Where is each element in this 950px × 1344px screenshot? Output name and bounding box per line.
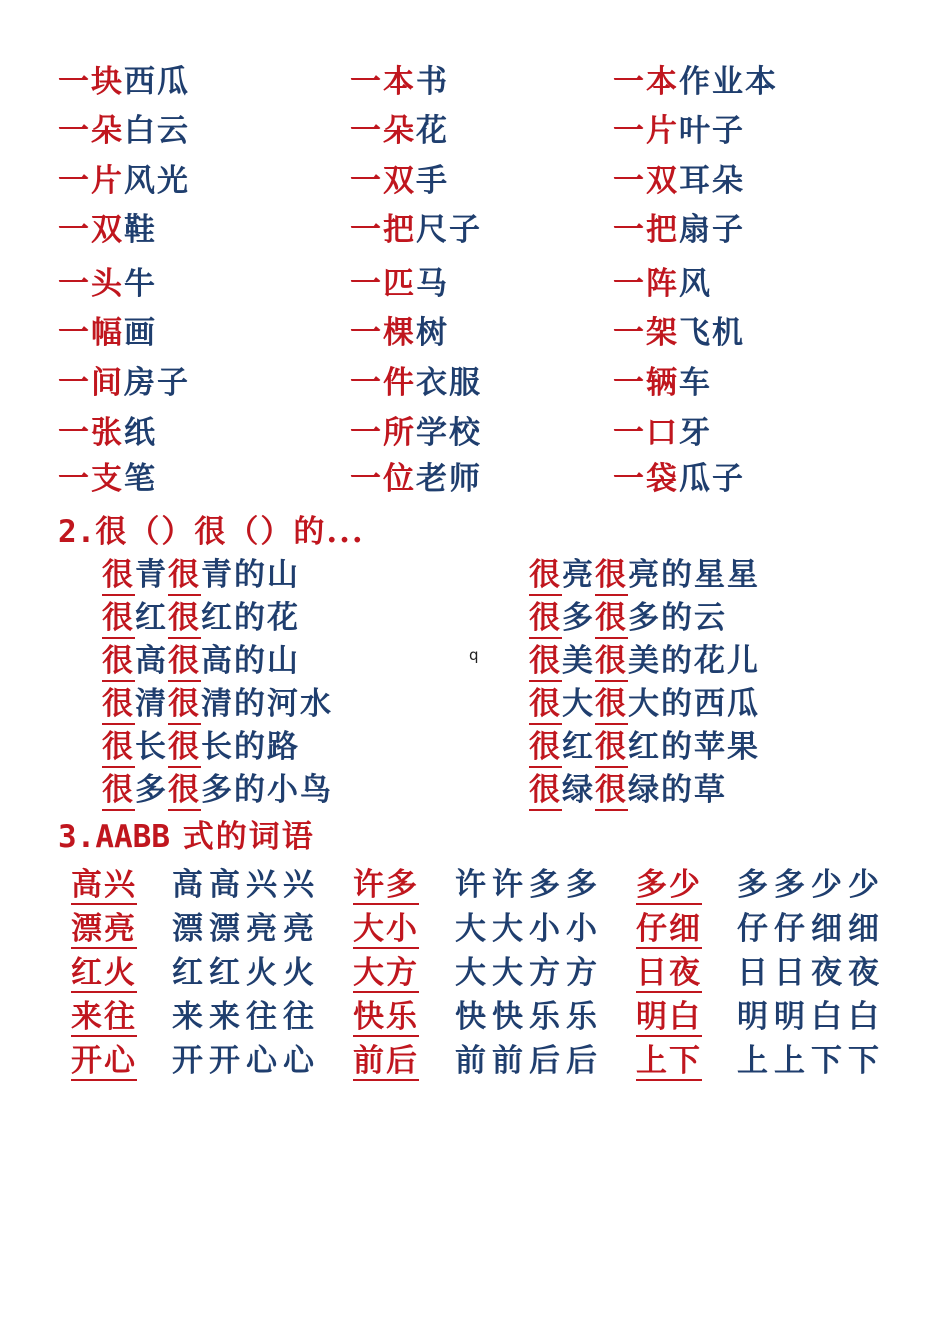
noun: 牛 (124, 266, 157, 302)
hen-char: 很 (168, 686, 201, 725)
noun: 花 (416, 113, 449, 149)
noun: 学校 (416, 415, 482, 451)
noun: 叶子 (679, 113, 745, 149)
phrase-tail: 的苹果 (661, 729, 760, 765)
noun: 衣服 (416, 365, 482, 401)
aabb-base-word: 前后 (353, 1043, 419, 1079)
section3-heading: 式的词语 (169, 819, 315, 855)
aabb-base-word: 上下 (636, 1043, 702, 1079)
measure-word: 一阵 (613, 266, 679, 302)
adjective: 红 (562, 729, 595, 765)
measure-word: 一幅 (58, 315, 124, 351)
measure-word-item (613, 113, 745, 149)
hen-phrase (529, 686, 760, 722)
measure-word-item (58, 461, 157, 497)
noun: 扇子 (679, 212, 745, 248)
hen-char: 很 (529, 729, 562, 768)
measure-word: 一张 (58, 415, 124, 451)
measure-word: 一本 (613, 64, 679, 100)
measure-word: 一件 (350, 365, 416, 401)
measure-word: 一把 (350, 212, 416, 248)
noun: 尺子 (416, 212, 482, 248)
aabb-base-word: 来往 (71, 999, 137, 1035)
measure-word-item (350, 365, 482, 401)
phrase-tail: 的小鸟 (234, 772, 333, 808)
hen-char: 很 (168, 772, 201, 811)
measure-word-item (613, 415, 712, 451)
aabb-phrase: 高高兴兴 (172, 867, 320, 903)
adjective: 多 (135, 772, 168, 808)
hen-char: 很 (102, 557, 135, 596)
aabb-base-word: 大小 (353, 911, 419, 947)
aabb-base-word: 快乐 (353, 999, 419, 1035)
aabb-base-word: 多少 (636, 867, 702, 903)
aabb-base-word: 漂亮 (71, 911, 137, 947)
measure-word: 一朵 (58, 113, 124, 149)
measure-word: 一口 (613, 415, 679, 451)
adjective: 青 (135, 557, 168, 593)
measure-word: 一匹 (350, 266, 416, 302)
aabb-phrase: 上上下下 (737, 1043, 885, 1079)
noun: 书 (416, 64, 449, 100)
measure-word: 一支 (58, 461, 124, 497)
adjective: 高 (135, 643, 168, 679)
hen-char: 很 (102, 600, 135, 639)
noun: 画 (124, 315, 157, 351)
aabb-base-word: 高兴 (71, 867, 137, 903)
hen-phrase (529, 557, 760, 593)
phrase-tail: 的西瓜 (661, 686, 760, 722)
aabb-base-word: 大方 (353, 955, 419, 991)
noun: 风光 (124, 163, 190, 199)
measure-word-item (58, 365, 190, 401)
hen-char: 很 (168, 557, 201, 596)
measure-word-item (350, 415, 482, 451)
hen-char: 很 (168, 643, 201, 682)
hen-char: 很 (529, 600, 562, 639)
noun: 飞机 (679, 315, 745, 351)
noun: 笔 (124, 461, 157, 497)
adjective: 大 (562, 686, 595, 722)
aabb-phrase: 许许多多 (455, 867, 603, 903)
measure-word-item (350, 64, 449, 100)
measure-word: 一双 (58, 212, 124, 248)
adjective: 亮 (628, 557, 661, 593)
measure-word-item (58, 113, 190, 149)
noun: 鞋 (124, 212, 157, 248)
hen-char: 很 (595, 600, 628, 639)
adjective: 长 (201, 729, 234, 765)
adjective: 绿 (562, 772, 595, 808)
hen-phrase (102, 557, 300, 593)
measure-word-item (613, 64, 778, 100)
aabb-phrase: 明明白白 (737, 999, 885, 1035)
section2-heading: 很（）很（）的... (95, 514, 365, 550)
aabb-phrase: 仔仔细细 (737, 911, 885, 947)
adjective: 高 (201, 643, 234, 679)
hen-char: 很 (529, 772, 562, 811)
phrase-tail: 的星星 (661, 557, 760, 593)
hen-char: 很 (102, 729, 135, 768)
measure-word: 一间 (58, 365, 124, 401)
measure-word: 一位 (350, 461, 416, 497)
hen-phrase (529, 643, 760, 679)
aabb-phrase: 大大方方 (455, 955, 603, 991)
hen-char: 很 (102, 686, 135, 725)
measure-word-item (613, 212, 745, 248)
measure-word-item (350, 461, 482, 497)
measure-word: 一袋 (613, 461, 679, 497)
measure-word-item (613, 461, 745, 497)
phrase-tail: 的路 (234, 729, 300, 765)
hen-char: 很 (595, 643, 628, 682)
measure-word-item (58, 163, 190, 199)
noun: 牙 (679, 415, 712, 451)
measure-word: 一朵 (350, 113, 416, 149)
noun: 风 (679, 266, 712, 302)
section2-number: 2. (58, 514, 96, 550)
noun: 树 (416, 315, 449, 351)
measure-word-item (350, 266, 449, 302)
aabb-base-word: 仔细 (636, 911, 702, 947)
measure-word-item (613, 365, 712, 401)
adjective: 红 (135, 600, 168, 636)
section3-number: 3. (58, 819, 96, 855)
noun: 西瓜 (124, 64, 190, 100)
adjective: 多 (562, 600, 595, 636)
measure-word-item (58, 415, 157, 451)
measure-word: 一双 (350, 163, 416, 199)
aabb-phrase: 日日夜夜 (737, 955, 885, 991)
noun: 作业本 (679, 64, 778, 100)
phrase-tail: 的山 (234, 557, 300, 593)
hen-phrase (529, 772, 727, 808)
measure-word-item (613, 315, 745, 351)
hen-char: 很 (595, 772, 628, 811)
phrase-tail: 的云 (661, 600, 727, 636)
hen-char: 很 (168, 729, 201, 768)
hen-char: 很 (102, 643, 135, 682)
measure-word: 一把 (613, 212, 679, 248)
noun: 车 (679, 365, 712, 401)
hen-phrase (102, 772, 333, 808)
adjective: 红 (628, 729, 661, 765)
adjective: 美 (628, 643, 661, 679)
measure-word: 一块 (58, 64, 124, 100)
noun: 手 (416, 163, 449, 199)
aabb-phrase: 快快乐乐 (455, 999, 603, 1035)
adjective: 多 (628, 600, 661, 636)
noun: 纸 (124, 415, 157, 451)
phrase-tail: 的山 (234, 643, 300, 679)
aabb-phrase: 多多少少 (737, 867, 885, 903)
measure-word-item (350, 315, 449, 351)
hen-phrase (102, 686, 333, 722)
phrase-tail: 的河水 (234, 686, 333, 722)
adjective: 多 (201, 772, 234, 808)
measure-word: 一本 (350, 64, 416, 100)
hen-char: 很 (168, 600, 201, 639)
measure-word-item (350, 113, 449, 149)
aabb-base-word: 红火 (71, 955, 137, 991)
hen-char: 很 (529, 643, 562, 682)
aabb-phrase: 大大小小 (455, 911, 603, 947)
measure-word: 一架 (613, 315, 679, 351)
measure-word: 一片 (58, 163, 124, 199)
hen-char: 很 (595, 686, 628, 725)
hen-phrase (529, 600, 727, 636)
noun: 瓜子 (679, 461, 745, 497)
aabb-phrase: 漂漂亮亮 (172, 911, 320, 947)
measure-word: 一头 (58, 266, 124, 302)
adjective: 长 (135, 729, 168, 765)
measure-word-item (350, 163, 449, 199)
noun: 白云 (124, 113, 190, 149)
aabb-base-word: 开心 (71, 1043, 137, 1079)
stray-mark: q (469, 646, 479, 664)
aabb-base-word: 明白 (636, 999, 702, 1035)
measure-word-item (613, 266, 712, 302)
measure-word: 一棵 (350, 315, 416, 351)
hen-char: 很 (102, 772, 135, 811)
measure-word: 一双 (613, 163, 679, 199)
hen-char: 很 (595, 729, 628, 768)
measure-word-item (350, 212, 482, 248)
measure-word: 一辆 (613, 365, 679, 401)
adjective: 青 (201, 557, 234, 593)
adjective: 亮 (562, 557, 595, 593)
section2-title (58, 514, 365, 550)
noun: 老师 (416, 461, 482, 497)
noun: 马 (416, 266, 449, 302)
noun: 耳朵 (679, 163, 745, 199)
adjective: 清 (201, 686, 234, 722)
hen-phrase (102, 643, 300, 679)
section3-heading-latin: AABB (95, 819, 170, 855)
hen-char: 很 (529, 686, 562, 725)
aabb-phrase: 红红火火 (172, 955, 320, 991)
section3-title (58, 819, 315, 855)
hen-phrase (102, 729, 300, 765)
measure-word-item (613, 163, 745, 199)
measure-word: 一片 (613, 113, 679, 149)
aabb-base-word: 日夜 (636, 955, 702, 991)
measure-word: 一所 (350, 415, 416, 451)
measure-word-item (58, 315, 157, 351)
adjective: 美 (562, 643, 595, 679)
phrase-tail: 的花 (234, 600, 300, 636)
phrase-tail: 的花儿 (661, 643, 760, 679)
adjective: 红 (201, 600, 234, 636)
hen-char: 很 (529, 557, 562, 596)
aabb-base-word: 许多 (353, 867, 419, 903)
phrase-tail: 的草 (661, 772, 727, 808)
measure-word-item (58, 212, 157, 248)
hen-phrase (102, 600, 300, 636)
hen-char: 很 (595, 557, 628, 596)
aabb-phrase: 开开心心 (172, 1043, 320, 1079)
adjective: 大 (628, 686, 661, 722)
aabb-phrase: 前前后后 (455, 1043, 603, 1079)
measure-word-item (58, 266, 157, 302)
adjective: 清 (135, 686, 168, 722)
hen-phrase (529, 729, 760, 765)
adjective: 绿 (628, 772, 661, 808)
measure-word-item (58, 64, 190, 100)
aabb-phrase: 来来往往 (172, 999, 320, 1035)
noun: 房子 (124, 365, 190, 401)
